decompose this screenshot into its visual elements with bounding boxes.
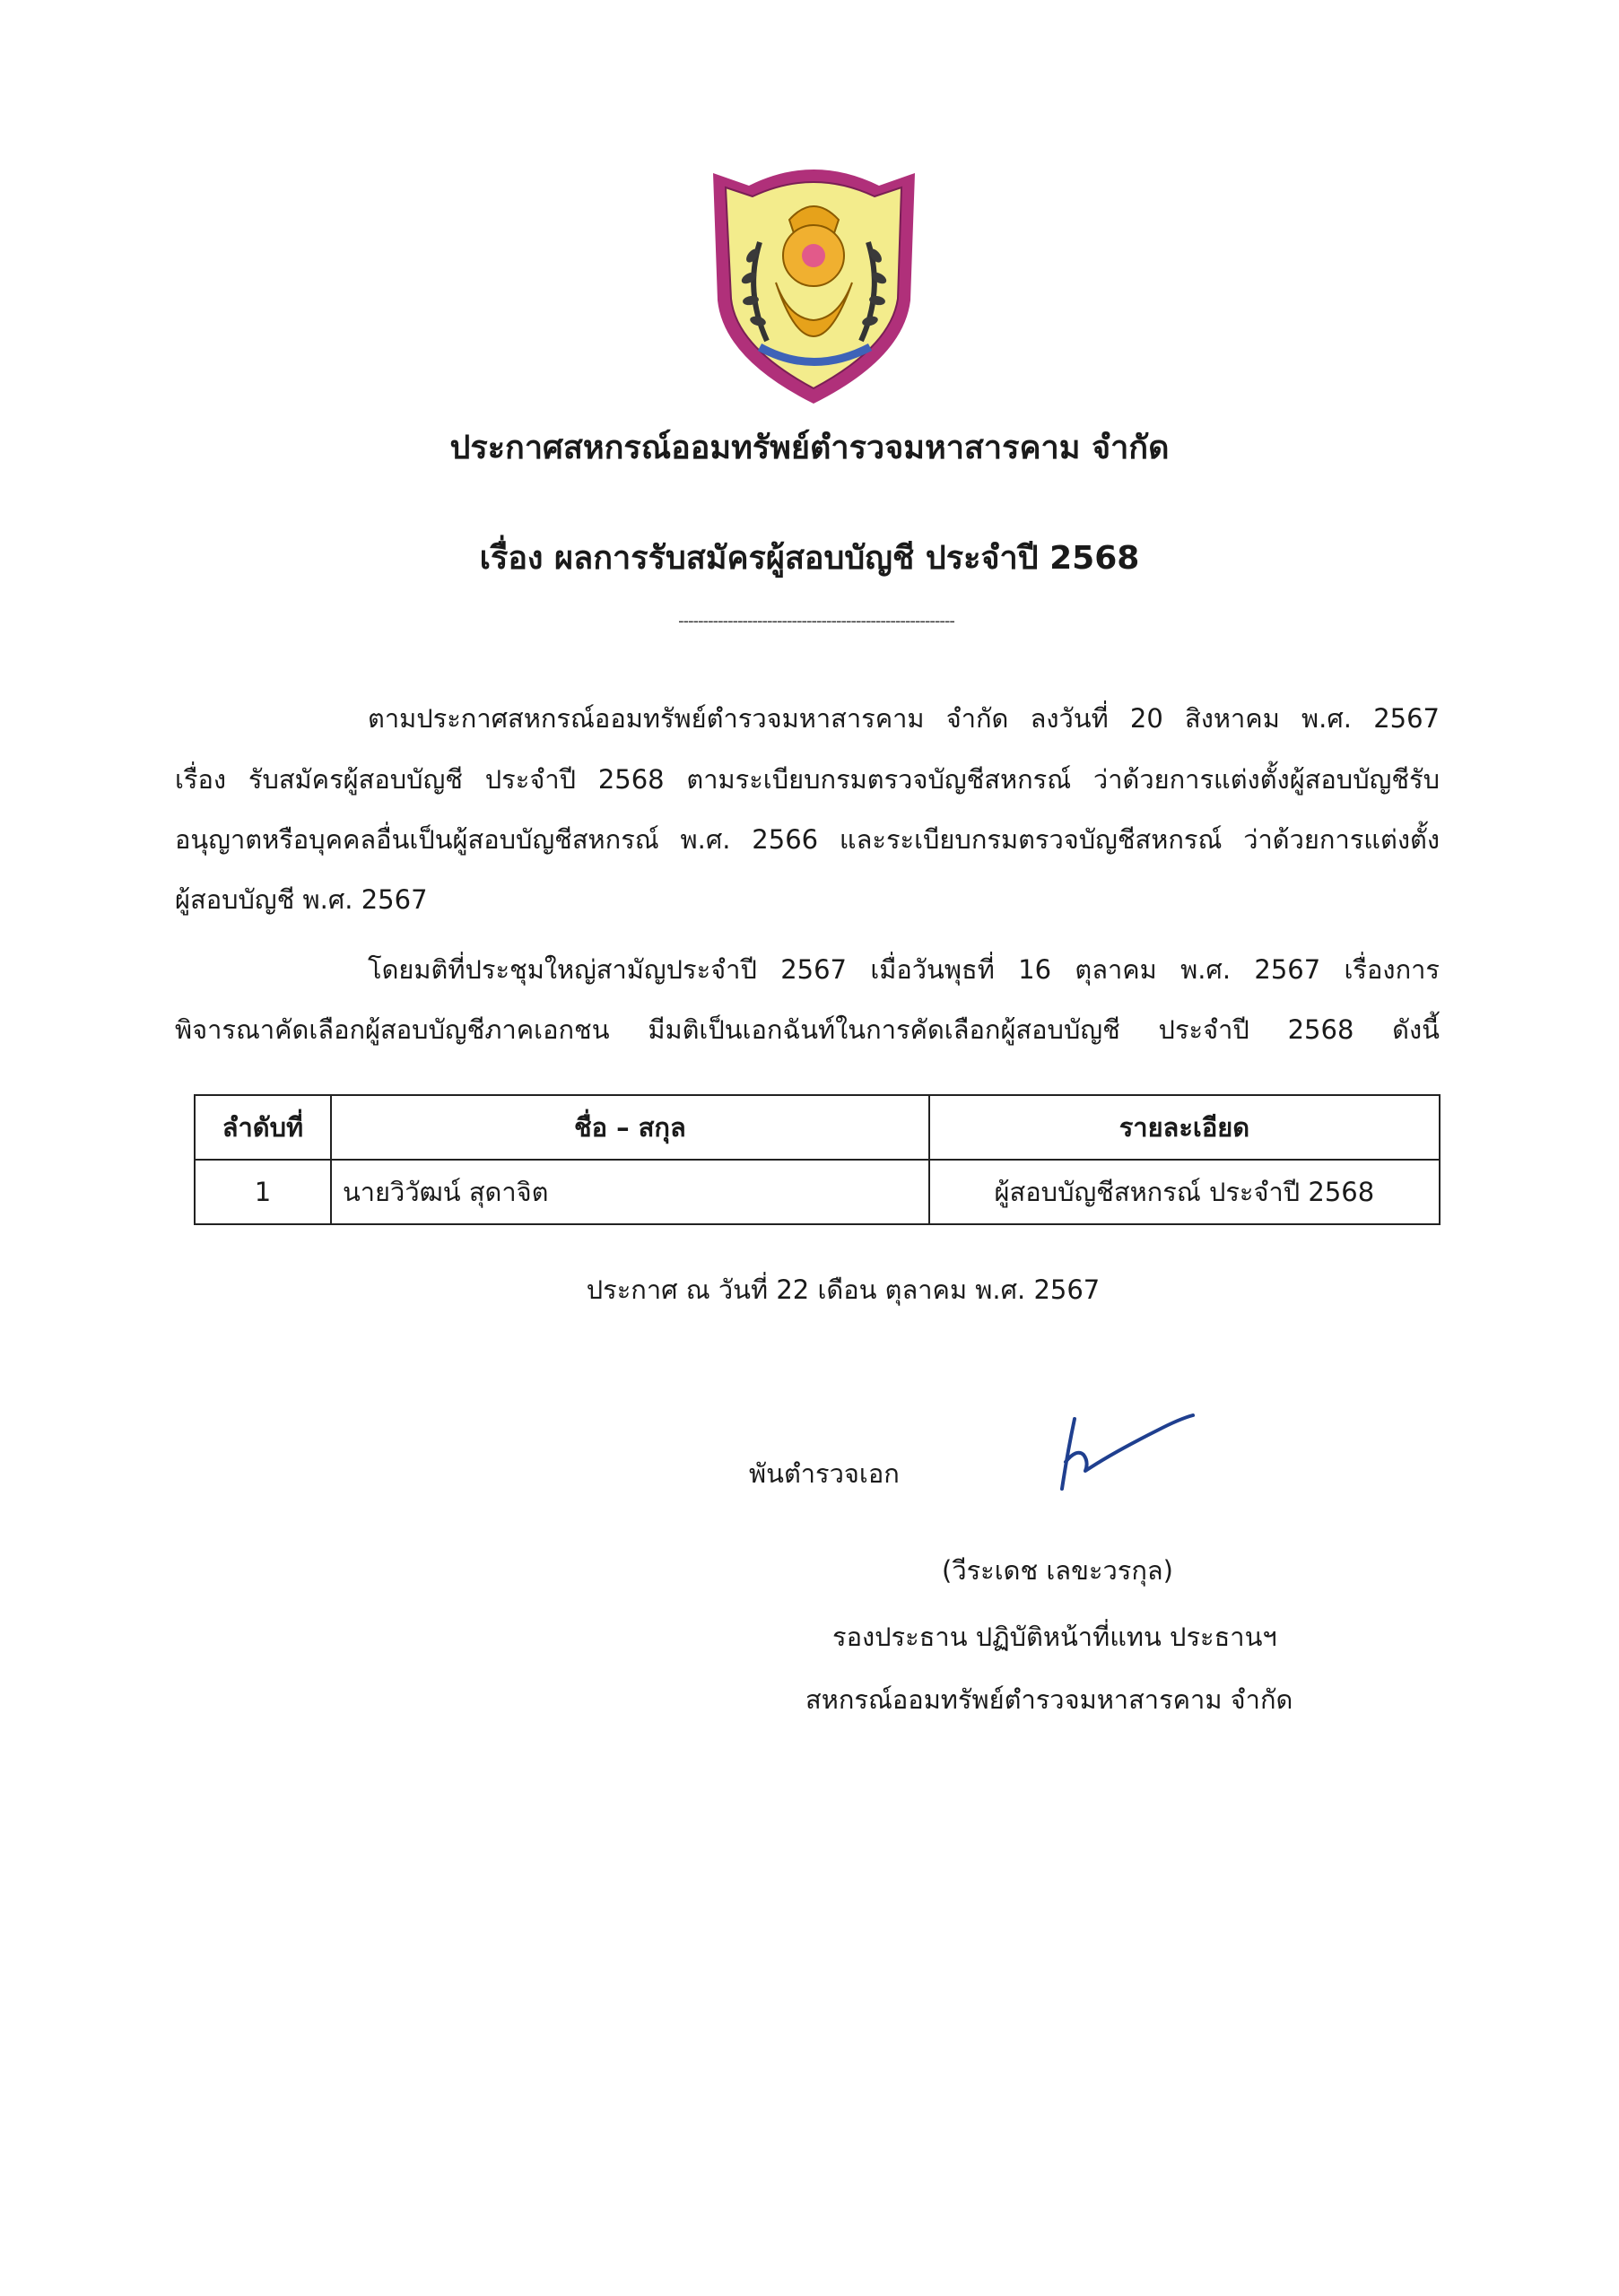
paragraph-line: พิจารณาคัดเลือกผู้สอบบัญชีภาคเอกชน มีมติเป็นเอกฉันท์ในการคัดเลือกผู้สอบบัญชี ประจำปี 2568 ดังนี้	[175, 1014, 1440, 1045]
paragraph-line: ตามประกาศสหกรณ์ออมทรัพย์ตำรวจมหาสารคาม จำกัด ลงวันที่ 20 สิงหาคม พ.ศ. 2567	[368, 703, 1440, 734]
column-header-order: ลำดับที่	[195, 1095, 331, 1160]
document-title: ประกาศสหกรณ์ออมทรัพย์ตำรวจมหาสารคาม จำกัด	[449, 430, 1170, 466]
document-subject: เรื่อง ผลการรับสมัครผู้สอบบัญชี ประจำปี 2568	[479, 540, 1140, 577]
column-header-detail: รายละเอียด	[929, 1095, 1440, 1160]
table-row	[195, 1160, 1440, 1224]
title-separator: --------------------------------------------------------	[678, 612, 954, 631]
signer-organization: สหกรณ์ออมทรัพย์ตำรวจมหาสารคาม จำกัด	[805, 1684, 1293, 1715]
results-table	[194, 1094, 1441, 1225]
cell-name: นายวิวัฒน์ สุดาจิต	[331, 1160, 929, 1224]
signer-position: รองประธาน ปฏิบัติหน้าที่แทน ประธานฯ	[832, 1622, 1277, 1652]
paragraph-line: เรื่อง รับสมัครผู้สอบบัญชี ประจำปี 2568 ตามระเบียบกรมตรวจบัญชีสหกรณ์ ว่าด้วยการแต่งตั้งผู้สอบบัญชีรับ	[175, 764, 1440, 795]
cell-order: 1	[195, 1160, 331, 1224]
handwritten-signature-icon	[1049, 1399, 1211, 1498]
table-header-row	[195, 1095, 1440, 1160]
paragraph-line: อนุญาตหรือบุคคลอื่นเป็นผู้สอบบัญชีสหกรณ์ พ.ศ. 2566 และระเบียบกรมตรวจบัญชีสหกรณ์ ว่าด้วยการแต่งตั้ง	[175, 824, 1440, 855]
paragraph-line: โดยมติที่ประชุมใหญ่สามัญประจำปี 2567 เมื่อวันพุธที่ 16 ตุลาคม พ.ศ. 2567 เรื่องการ	[368, 954, 1440, 985]
column-header-name: ชื่อ – สกุล	[331, 1095, 929, 1160]
signer-name: (วีระเดช เลขะวรกุล)	[942, 1555, 1173, 1586]
signer-rank: พันตำรวจเอก	[749, 1458, 900, 1489]
cooperative-emblem-icon	[704, 157, 924, 408]
cell-detail: ผู้สอบบัญชีสหกรณ์ ประจำปี 2568	[929, 1160, 1440, 1224]
paragraph-line: ผู้สอบบัญชี พ.ศ. 2567	[175, 884, 428, 915]
announcement-date: ประกาศ ณ วันที่ 22 เดือน ตุลาคม พ.ศ. 2567	[586, 1274, 1101, 1305]
